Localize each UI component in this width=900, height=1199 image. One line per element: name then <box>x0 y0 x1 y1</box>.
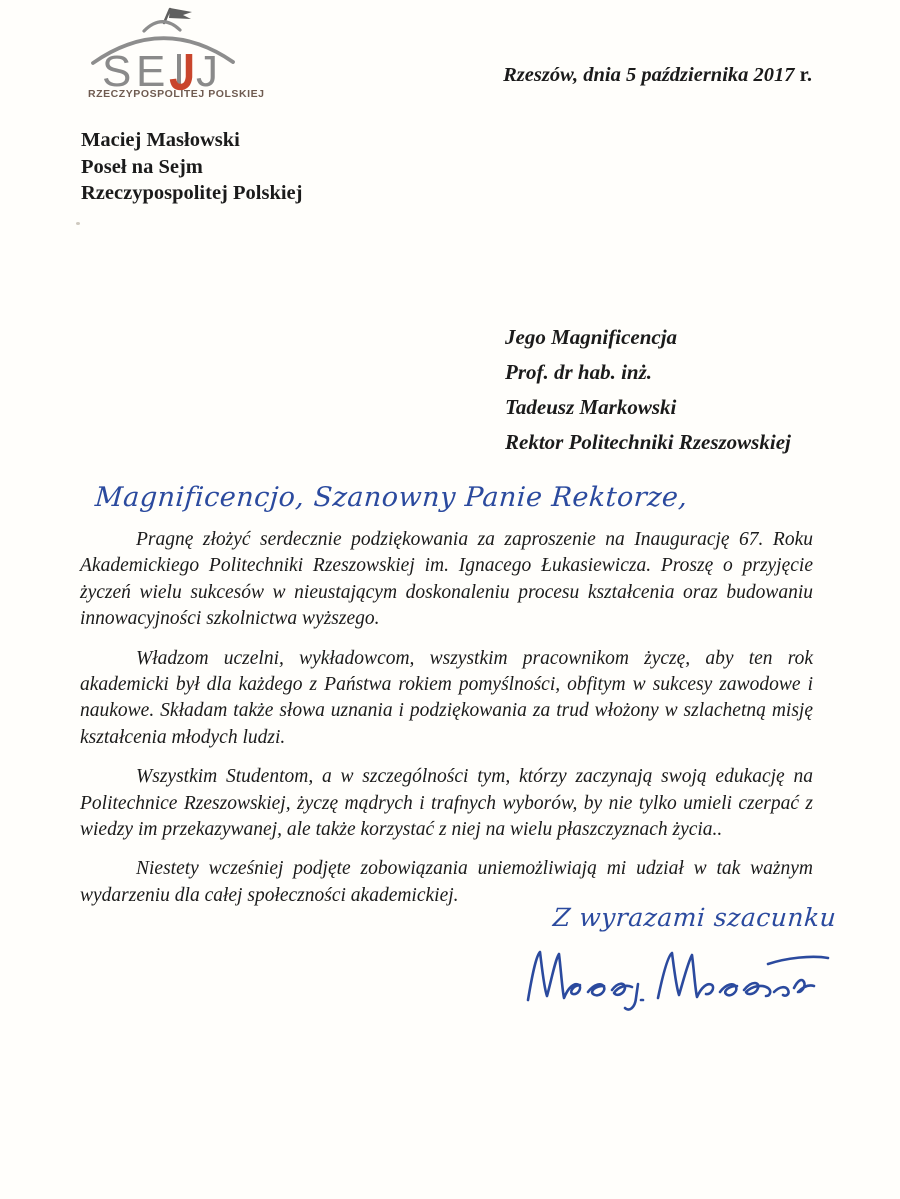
paragraph-regrets: Niestety wcześniej podjęte zobowiązania uniemożliwiają mi udział w tak ważnym wydarzeniu dla całej społeczności akademickiej. <box>80 858 813 906</box>
paragraph-student-wishes: Wszystkim Studentom, a w szczególności tym, którzy zaczynają swoją edukację na Politechnice Rzeszowskiej, życzę mądrych i trafnych wyborów, by nie tylko umieli czerpać z wiedzy im przekazywanej, ale także korzystać z niej na wielu płaszczyznach życia.. <box>80 766 813 841</box>
logo-letter-s: S <box>102 47 132 92</box>
flag-icon <box>169 8 192 19</box>
signature-stroke-os <box>720 984 737 995</box>
handwritten-closing: Z wyrazami szacunku <box>552 903 838 932</box>
signature-stroke-cie <box>612 984 632 995</box>
sender-title: Poseł na Sejm <box>81 155 203 178</box>
date-text: Rzeszów, dnia 5 października 2017 <box>503 64 795 86</box>
signature-stroke-sk <box>774 987 789 995</box>
signature-stroke-o <box>588 984 604 995</box>
signature-icon <box>520 942 835 1017</box>
signature-stroke-tow <box>744 983 770 996</box>
recipient-block <box>505 320 791 460</box>
date-line <box>503 64 812 87</box>
logo-letter-m: J <box>196 47 218 92</box>
scan-speck <box>76 222 80 225</box>
paragraph-thanks: Pragnę złożyć serdecznie podziękowania za zaproszenie na Inaugurację 67. Roku Akademickiego Politechniki Rzeszowskiej im. Ignacego Łukasiewicza. Proszę o przyjęcie życzeń wielu sukcesów w nieustającym doskonaleniu procesu kształcenia oraz budowaniu innowacyjności szkolnictwa wyższego. <box>80 529 813 630</box>
logo-letter-e: E <box>136 47 166 92</box>
sender-institution: Rzeczypospolitej Polskiej <box>81 182 303 204</box>
recipient-degrees: Prof. dr hab. inż. <box>505 360 653 384</box>
logo-subtitle: RZECZYPOSPOLITEJ POLSKIEJ <box>88 88 265 100</box>
paragraph-staff-wishes: Władzom uczelni, wykładowcom, wszystkim pracownikom życzę, aby ten rok akademicki był dla każdego z Państwa rokiem pomyślności, obfitym w sukcesy zawodowe i naukowe. Składam także słowa uznania i podziękowania za trud włożony w szlachetną misję kształcenia młodych ludzi. <box>80 647 813 748</box>
dome-cap-arc-icon <box>144 22 180 31</box>
sejm-logo-icon <box>90 6 238 92</box>
recipient-honorific: Jego Magnificencja <box>505 325 678 349</box>
signature-stroke-overline <box>768 957 828 964</box>
recipient-name: Tadeusz Markowski <box>505 395 677 419</box>
signature <box>520 942 835 1022</box>
sender-block <box>81 127 302 207</box>
recipient-position: Rektor Politechniki Rzeszowskiej <box>505 430 791 454</box>
signature-stroke-i <box>794 980 814 992</box>
date-suffix: r. <box>799 64 812 86</box>
sender-name: Maciej Masłowski <box>81 129 240 151</box>
signature-stroke-first-name-m <box>528 952 580 1000</box>
handwritten-salutation: Magnificencjo, Szanowny Panie Rektorze, <box>94 482 689 513</box>
signature-stroke-last-name-m <box>658 953 713 998</box>
letter-body <box>80 527 813 922</box>
sejm-logo <box>90 6 240 92</box>
